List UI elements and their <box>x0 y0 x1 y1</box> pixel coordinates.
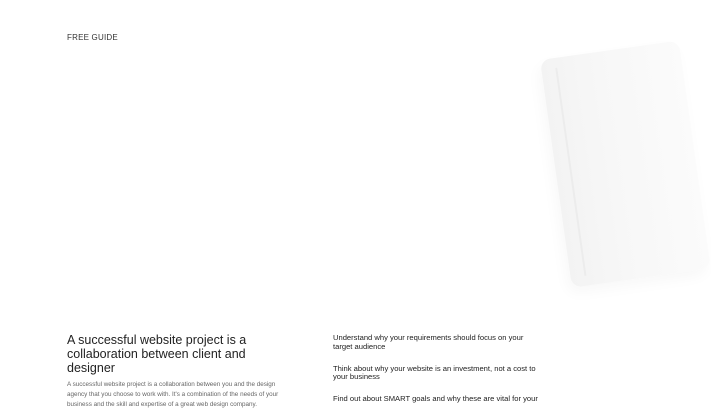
intro-heading: A successful website project is a collaboration between client and designer <box>67 333 247 375</box>
intro-paragraph: A successful website project is a collaboration between you and the design agency that you choose to work with. It's a combination of the needs of your business and the skill and expertise of a great web design company. <box>67 381 279 408</box>
intro-section <box>67 333 297 410</box>
guide-cover-spine <box>555 68 586 276</box>
guide-cover-image <box>540 41 711 288</box>
benefit-item: Find out about SMART goals and why these are vital for your <box>333 394 538 404</box>
benefit-item: Think about why your website is an investment, not a cost to your business <box>333 363 536 382</box>
benefits-list <box>333 334 538 417</box>
benefit-item: Understand why your requirements should focus on your target audience <box>333 333 524 351</box>
free-guide-label: FREE GUIDE <box>67 33 118 42</box>
